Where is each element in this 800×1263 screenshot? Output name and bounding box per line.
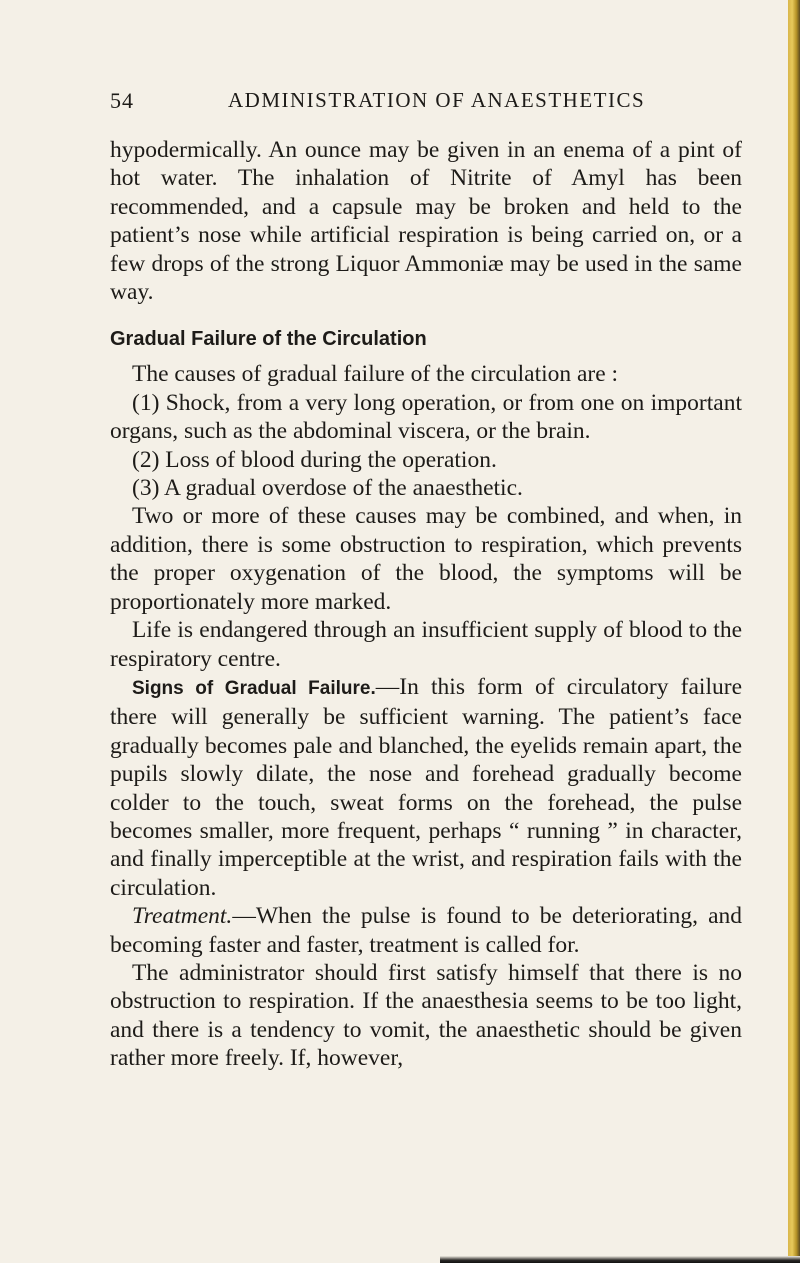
running-title: ADMINISTRATION OF ANAESTHETICS	[228, 88, 646, 112]
bottom-shadow-rule	[440, 1256, 800, 1263]
page-number: 54	[110, 88, 134, 113]
running-head	[110, 88, 760, 120]
body-text	[110, 136, 742, 1073]
signs-text: —In this form of circulatory failure there will generally be sufficient warning. The patient’s face gradually becomes pale and blanched, the eyelids remain apart, the pupils slowly dilate, the nose and forehead gradually become colder to the touch, sweat forms on the forehead, the pulse becomes smaller, more frequent, perhaps “ running ” in character, and finally imperceptible at the wrist, and respiration fails with the circulation.	[110, 673, 743, 901]
section-heading: Gradual Failure of the Circulation	[110, 328, 427, 351]
treatment-heading: Treatment.	[132, 903, 233, 930]
administrator-paragraph: The administrator should first satisfy himself that there is no obstruction to respiration. If the anaesthesia seems to be too light, and there is a tendency to vomit, the anaesthetic should be given rather more freely. If, however,	[110, 959, 742, 1072]
combined-causes-paragraph: Two or more of these causes may be combined, and when, in addition, there is some obstruction to respiration, which prevents the proper oxygenation of the blood, the symptoms will be proportionately more marked.	[110, 503, 742, 615]
treatment-text: —When the pulse is found to be deteriorating, and becoming faster and faster, treatment is called for.	[110, 903, 742, 958]
signs-heading: Signs of Gradual Failure.	[132, 677, 376, 699]
cause-item-2: (2) Loss of blood during the operation.	[132, 446, 497, 473]
cause-item-1: (1) Shock, from a very long operation, or from one on important organs, such as the abdominal viscera, or the brain.	[110, 389, 742, 445]
signs-paragraph	[110, 673, 742, 902]
causes-intro: The causes of gradual failure of the circulation are :	[132, 361, 619, 388]
cause-item-3: (3) A gradual overdose of the anaesthetic.	[132, 475, 523, 502]
book-edge	[788, 0, 800, 1263]
opening-paragraph: hypodermically. An ounce may be given in an enema of a pint of hot water. The inhalation of Nitrite of Amyl has been recommended, and a capsule may be broken and held to the patient’s nose while artificial respiration is being carried on, or a few drops of the strong Liquor Ammoniæ may be used in the same way.	[110, 137, 742, 306]
treatment-paragraph	[110, 902, 742, 959]
life-endangered-paragraph: Life is endangered through an insufficient supply of blood to the respiratory centre.	[110, 617, 742, 672]
